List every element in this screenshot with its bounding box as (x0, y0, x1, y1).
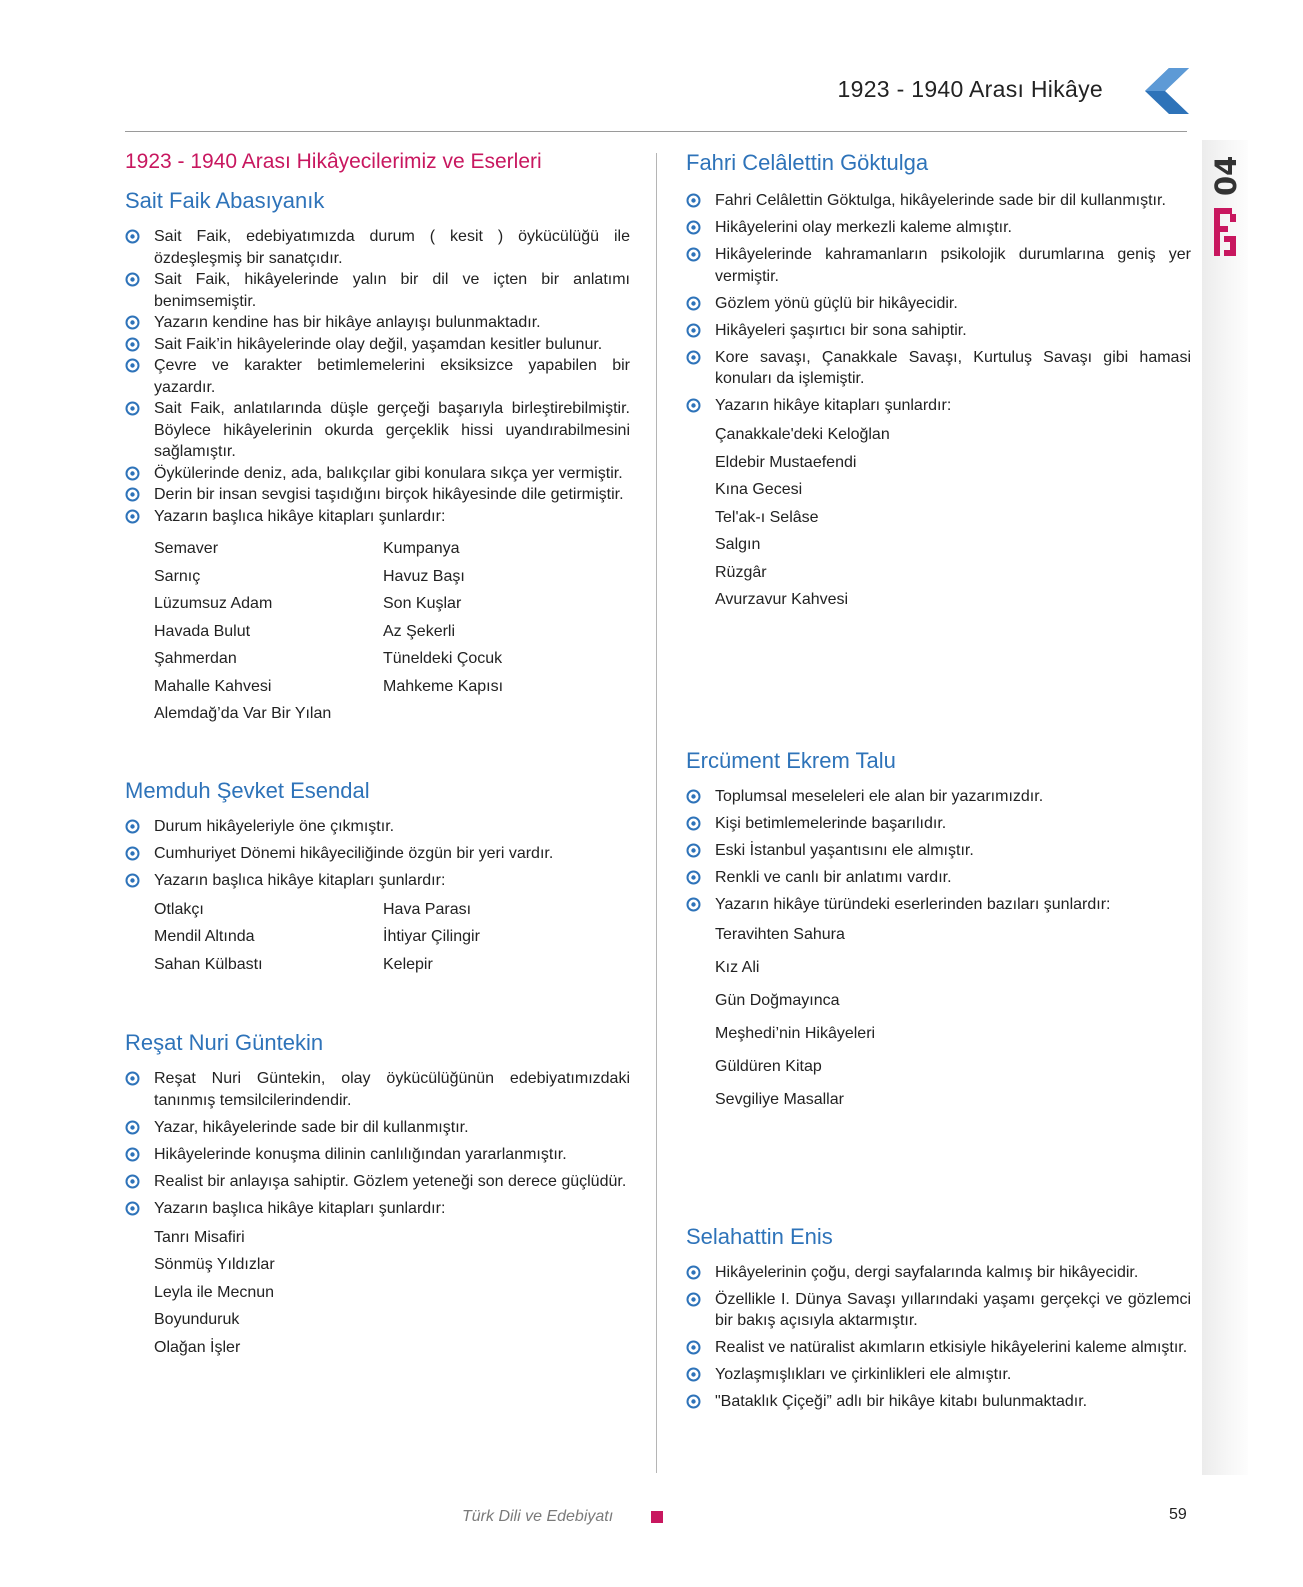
book-title: Meşhedi’nin Hikâyeleri (715, 1024, 876, 1042)
author-selahattin-enis (686, 1224, 1191, 1413)
author-resat-nuri (125, 1030, 630, 1361)
bullet-item (686, 244, 1191, 287)
circle-bullet-icon (125, 229, 140, 244)
circle-bullet-icon (686, 323, 701, 338)
author-ercument-ekrem (686, 748, 1191, 1116)
book-title: Boyunduruk (154, 1311, 240, 1328)
bullet-text: Yazarın hikâye kitapları şunlardır: (715, 397, 952, 414)
bullet-item (125, 870, 630, 892)
bullet-text: Realist bir anlayışa sahiptir. Gözlem yeteneği son derece güçlüdür. (154, 1172, 627, 1190)
footer-square-icon (651, 1511, 663, 1523)
circle-bullet-icon (686, 870, 701, 885)
bullet-text: Gözlem yönü güçlü bir hikâyecidir. (715, 294, 958, 312)
chapter-number: 04 (1209, 155, 1243, 196)
bullet-item (125, 1068, 630, 1111)
circle-bullet-icon (686, 897, 701, 912)
bullet-text: Sait Faik’in hikâyelerinde olay değil, yaşamdan kesitler bulunur. (154, 335, 603, 353)
bullet-item (125, 1117, 630, 1139)
left-column (125, 150, 630, 1361)
header-divider (125, 131, 1187, 132)
book-title: Az Şekerli (383, 622, 456, 640)
bullet-item (125, 334, 630, 356)
bullet-item (686, 347, 1191, 390)
bullet-item (686, 786, 1191, 808)
chapter-sidebar (1202, 140, 1248, 1475)
bullet-item (686, 1391, 1191, 1413)
bullet-item (686, 320, 1191, 342)
book-title: Kelepir (383, 955, 433, 973)
bullet-item (125, 843, 630, 865)
bullet-item (125, 463, 630, 485)
right-column (686, 150, 1191, 1418)
bullet-text: Yazarın başlıca hikâye kitapları şunlardır: (154, 507, 446, 525)
chevron-left-icon (1145, 68, 1189, 114)
bullet-item (125, 398, 630, 463)
book-title: Olağan İşler (154, 1338, 241, 1356)
book-title: Şahmerdan (154, 650, 237, 667)
book-title: Tanrı Misafiri (154, 1228, 245, 1246)
book-title: Havada Bulut (154, 622, 251, 640)
circle-bullet-icon (686, 1265, 701, 1280)
author-bullet-list (686, 786, 1191, 916)
author-memduh-sevket (125, 778, 630, 979)
book-title: Tel'ak-ı Selâse (715, 508, 819, 526)
book-title: Avurzavur Kahvesi (715, 591, 849, 608)
footer-book-title: Türk Dili ve Edebiyatı (462, 1508, 614, 1525)
bullet-item (686, 1337, 1191, 1359)
author-heading: Sait Faik Abasıyanık (125, 188, 325, 213)
book-list (125, 1224, 630, 1362)
bullet-item (125, 355, 630, 398)
book-title: Son Kuşlar (383, 595, 462, 612)
circle-bullet-icon (125, 1120, 140, 1135)
bullet-item (686, 840, 1191, 862)
bullet-item (125, 1198, 630, 1220)
circle-bullet-icon (125, 873, 140, 888)
author-heading: Memduh Şevket Esendal (125, 777, 370, 803)
book-title: Rüzgâr (715, 563, 767, 581)
circle-bullet-icon (125, 337, 140, 352)
book-title: Tüneldeki Çocuk (383, 650, 503, 667)
bullet-text: Cumhuriyet Dönemi hikâyeciliğinde özgün bir yeri vardır. (154, 844, 554, 862)
book-title: Sevgiliye Masallar (715, 1090, 844, 1108)
book-title: Eldebir Mustaefendi (715, 453, 857, 471)
bullet-item (125, 484, 630, 506)
author-heading: Ercüment Ekrem Talu (686, 747, 896, 773)
bullet-text: "Bataklık Çiçeği” adlı bir hikâye kitabı bulunmaktadır. (715, 1393, 1088, 1410)
book-title: Mahkeme Kapısı (383, 677, 504, 695)
book-title: Alemdağ’da Var Bir Yılan (154, 705, 332, 722)
book-title: Hava Parası (383, 900, 472, 918)
circle-bullet-icon (125, 401, 140, 416)
book-title: Kız Ali (715, 958, 760, 976)
bullet-text: Kişi betimlemelerinde başarılıdır. (715, 814, 947, 832)
bullet-text: Özellikle I. Dünya Savaşı yıllarındaki yaşamı gerçekçi ve gözlemci bir bakış açısıyla aktarmıştır. (715, 1290, 1191, 1329)
circle-bullet-icon (686, 220, 701, 235)
bullet-text: Fahri Celâlettin Göktulga, hikâyelerinde sade bir dil kullanmıştır. (715, 192, 1166, 209)
bullet-item (686, 395, 1191, 417)
bullet-text: Sait Faik, anlatılarında düşle gerçeği başarıyla birleştirebilmiştir. Böylece hikâyelerinin okurda gerçeklik hissi uyandırabilmesini sağlamıştır. (154, 400, 630, 460)
author-heading: Fahri Celâlettin Göktulga (686, 150, 929, 175)
bullet-text: Reşat Nuri Güntekin, olay öykücülüğünün edebiyatımızdaki tanınmış temsilcilerindendir. (154, 1070, 630, 1109)
bullet-text: Hikâyelerini olay merkezli kaleme almıştır. (715, 219, 1012, 236)
bullet-text: Yazarın kendine has bir hikâye anlayışı bulunmaktadır. (154, 314, 541, 331)
bullet-item (686, 867, 1191, 889)
author-bullet-list (125, 1068, 630, 1219)
bullet-text: Yazarın hikâye türündeki eserlerinden bazıları şunlardır: (715, 895, 1111, 913)
bullet-text: Yazar, hikâyelerinde sade bir dil kullanmıştır. (154, 1118, 469, 1136)
circle-bullet-icon (125, 1147, 140, 1162)
book-title: Sahan Külbastı (154, 955, 263, 973)
bullet-text: Durum hikâyeleriyle öne çıkmıştır. (154, 817, 395, 835)
book-list (686, 421, 1191, 614)
bullet-item (686, 894, 1191, 916)
circle-bullet-icon (125, 466, 140, 481)
bullet-text: Öykülerinde deniz, ada, balıkçılar gibi konulara sıkça yer vermiştir. (154, 464, 623, 482)
circle-bullet-icon (125, 272, 140, 287)
circle-bullet-icon (686, 193, 701, 208)
circle-bullet-icon (125, 509, 140, 524)
bullet-text: Çevre ve karakter betimlemelerini eksiksizce yapabilen bir yazardır. (154, 357, 630, 396)
bullet-text: Hikâyeleri şaşırtıcı bir sona sahiptir. (715, 321, 967, 339)
bullet-text: Derin bir insan sevgisi taşıdığını birçok hikâyesinde dile getirmiştir. (154, 486, 624, 503)
author-fahri-celalettin (686, 150, 1191, 614)
book-title: Semaver (154, 540, 219, 557)
book-title: Kına Gecesi (715, 481, 803, 498)
book-list (125, 896, 630, 979)
circle-bullet-icon (686, 398, 701, 413)
bullet-item (686, 1262, 1191, 1284)
bullet-item (686, 190, 1191, 212)
book-list (125, 535, 630, 728)
book-title: Otlakçı (154, 900, 204, 918)
book-title: Lüzumsuz Adam (154, 595, 273, 612)
book-title: Havuz Başı (383, 567, 465, 585)
book-title: Sönmüş Yıldızlar (154, 1256, 275, 1273)
circle-bullet-icon (686, 1340, 701, 1355)
author-bullet-list (125, 226, 630, 527)
bullet-item (125, 226, 630, 269)
author-heading: Reşat Nuri Güntekin (125, 1030, 324, 1055)
bullet-text: Kore savaşı, Çanakkale Savaşı, Kurtuluş Savaşı gibi hamasi konuları da işlemiştir. (715, 348, 1191, 387)
bullet-text: Sait Faik, hikâyelerinde yalın bir dil ve içten bir anlatımı benimsemiştir. (154, 271, 630, 310)
circle-bullet-icon (686, 1292, 701, 1307)
bullet-item (686, 217, 1191, 239)
bullet-item (125, 1171, 630, 1193)
bullet-text: Realist ve natüralist akımların etkisiyle hikâyelerini kaleme almıştır. (715, 1339, 1188, 1356)
bullet-text: Sait Faik, edebiyatımızda durum ( kesit ) öykücülüğü ile özdeşleşmiş bir sanatçıdır. (154, 228, 630, 267)
circle-bullet-icon (125, 1071, 140, 1086)
bullet-text: Hikâyelerinde kahramanların psikolojik durumlarına geniş yer vermiştir. (715, 246, 1191, 285)
author-heading: Selahattin Enis (686, 1223, 833, 1249)
bullet-item (686, 293, 1191, 315)
circle-bullet-icon (125, 487, 140, 502)
book-title: Kumpanya (383, 540, 460, 557)
circle-bullet-icon (125, 315, 140, 330)
circle-bullet-icon (686, 789, 701, 804)
book-title: Mendil Altında (154, 928, 255, 945)
bullet-item (686, 813, 1191, 835)
circle-bullet-icon (125, 1201, 140, 1216)
bullet-item (125, 506, 630, 528)
book-list (686, 918, 1191, 1116)
bullet-text: Hikâyelerinde konuşma dilinin canlılığından yararlanmıştır. (154, 1145, 567, 1163)
circle-bullet-icon (686, 247, 701, 262)
bullet-text: Renkli ve canlı bir anlatımı vardır. (715, 868, 952, 886)
book-title: Mahalle Kahvesi (154, 677, 272, 695)
column-divider (656, 153, 657, 1473)
bullet-text: Hikâyelerinin çoğu, dergi sayfalarında kalmış bir hikâyecidir. (715, 1263, 1139, 1281)
book-title: Güldüren Kitap (715, 1057, 822, 1075)
bullet-item (125, 269, 630, 312)
bullet-item (125, 1144, 630, 1166)
circle-bullet-icon (686, 816, 701, 831)
page-header-title: 1923 - 1940 Arası Hikâye (837, 76, 1103, 102)
book-title: Gün Doğmayınca (715, 991, 840, 1009)
bullet-item (686, 1289, 1191, 1332)
book-title: Leyla ile Mecnun (154, 1283, 275, 1301)
bullet-text: Eski İstanbul yaşantısını ele almıştır. (715, 841, 974, 859)
bullet-text: Yozlaşmışlıkları ve çirkinlikleri ele almıştır. (715, 1366, 1012, 1383)
publisher-logo-icon (1210, 206, 1240, 258)
bullet-text: Yazarın başlıca hikâye kitapları şunlardır: (154, 1199, 446, 1217)
section-main-heading: 1923 - 1940 Arası Hikâyecilerimiz ve Eserleri (125, 150, 542, 173)
circle-bullet-icon (686, 843, 701, 858)
circle-bullet-icon (125, 1174, 140, 1189)
bullet-text: Yazarın başlıca hikâye kitapları şunlardır: (154, 871, 446, 889)
author-bullet-list (686, 1262, 1191, 1413)
circle-bullet-icon (686, 350, 701, 365)
author-sait-faik (125, 188, 630, 728)
circle-bullet-icon (125, 819, 140, 834)
book-title: İhtiyar Çilingir (383, 928, 480, 945)
bullet-item (125, 312, 630, 334)
book-title: Teravihten Sahura (715, 925, 845, 943)
circle-bullet-icon (125, 846, 140, 861)
bullet-item (686, 1364, 1191, 1386)
bullet-text: Toplumsal meseleleri ele alan bir yazarımızdır. (715, 787, 1044, 805)
bullet-item (125, 816, 630, 838)
page-number: 59 (1169, 1506, 1187, 1523)
circle-bullet-icon (686, 1367, 701, 1382)
book-title: Salgın (715, 536, 761, 553)
circle-bullet-icon (686, 296, 701, 311)
circle-bullet-icon (125, 358, 140, 373)
book-title: Çanakkale'deki Keloğlan (715, 426, 890, 443)
author-bullet-list (125, 816, 630, 892)
book-title: Sarnıç (154, 567, 201, 585)
author-bullet-list (686, 190, 1191, 417)
circle-bullet-icon (686, 1394, 701, 1409)
